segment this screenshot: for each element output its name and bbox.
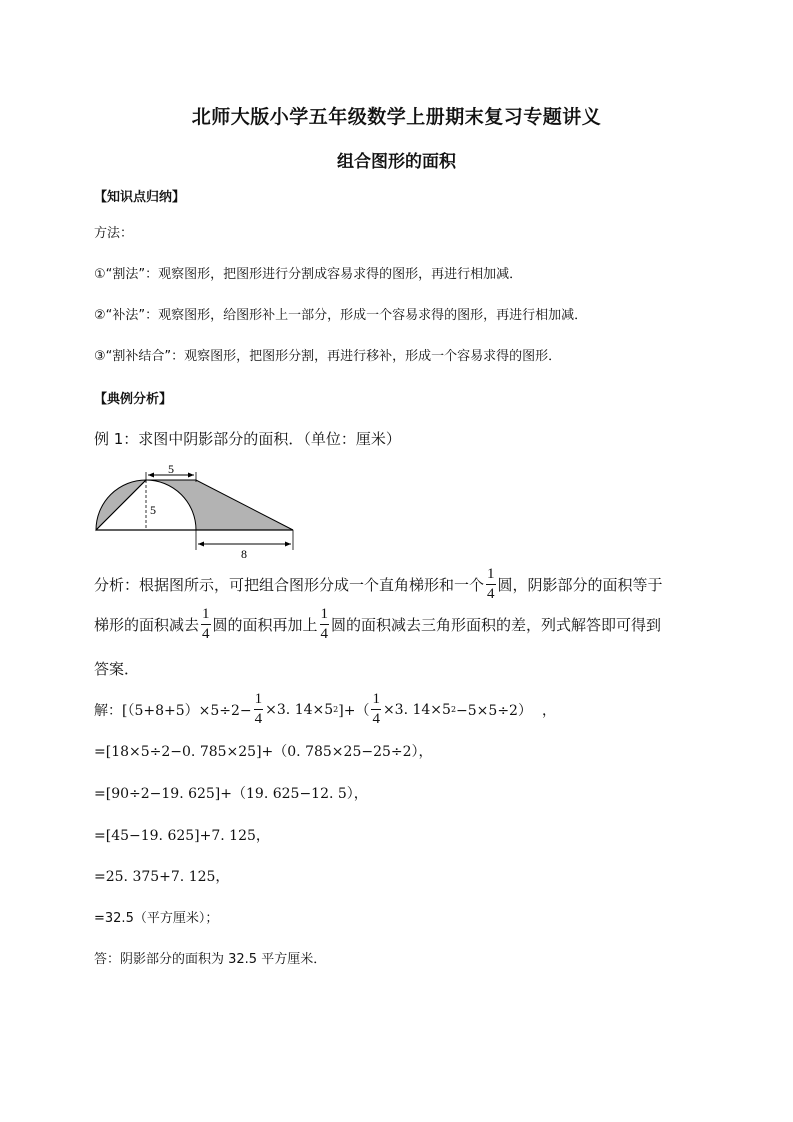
top-length-label: 5	[168, 462, 174, 476]
fraction-one-quarter: $\frac{1}{4}$	[487, 566, 495, 602]
document-subtitle: 组合图形的面积	[337, 152, 456, 172]
fraction-one-quarter: $\frac{1}{4}$	[202, 606, 210, 642]
analysis-text: 圆的面积再加上	[212, 616, 318, 634]
method-item-2: ②“补法”：观察图形，给图形补上一部分，形成一个容易求得的图形，再进行相加减．	[94, 308, 588, 323]
analysis-line-1	[94, 567, 663, 602]
solution-line-1: 解：[（5+8+5）×5÷2− $\frac{1}{4}$ ×3. 14×5 2 ]+（ $\frac{1}{4}$ ×3. 14×5 2 −5×5÷2） ，	[94, 691, 556, 727]
solution-step-5: =32.5（平方厘米）；	[94, 911, 219, 926]
analysis-line-3: 答案．	[94, 660, 140, 678]
solution-step-1: =[18×5÷2−0. 785×25]+（0. 785×25−25÷2），	[94, 744, 433, 760]
method-item-3: ③“割补结合”：观察图形，把图形分割，再进行移补，形成一个容易求得的图形．	[94, 349, 562, 364]
example1-question: 例 1：求图中阴影部分的面积．（单位：厘米）	[94, 430, 401, 448]
height-label: 5	[150, 503, 156, 517]
analysis-text: 分析：根据图所示，可把组合图形分成一个直角梯形和一个	[94, 576, 485, 594]
analysis-text: 梯形的面积减去	[94, 616, 200, 634]
fraction-one-quarter: $\frac{1}{4}$	[320, 606, 329, 642]
fraction-one-quarter: $\frac{1}{4}$	[254, 691, 263, 727]
solution-step-2: =[90÷2−19. 625]+（19. 625−12. 5），	[94, 786, 368, 802]
method-label: 方法：	[94, 226, 134, 241]
example1-figure	[92, 460, 302, 560]
solution-answer: 答：阴影部分的面积为 32.5 平方厘米．	[94, 952, 327, 967]
examples-heading: 【典例分析】	[94, 392, 173, 407]
method-item-1: ①“割法”：观察图形，把图形进行分割成容易求得的图形，再进行相加减．	[94, 267, 523, 282]
solution-step-4: =25. 375+7. 125，	[94, 869, 230, 885]
analysis-line-2	[94, 607, 661, 642]
composite-shape-diagram	[92, 460, 302, 560]
fraction-one-quarter: $\frac{1}{4}$	[372, 691, 380, 727]
document-title: 北师大版小学五年级数学上册期末复习专题讲义	[191, 106, 602, 128]
knowledge-heading: 【知识点归纳】	[94, 190, 186, 205]
bottom-length-label: 8	[241, 547, 247, 560]
analysis-text: 圆的面积减去三角形面积的差，列式解答即可得到	[331, 616, 662, 634]
solution-step-3: =[45−19. 625]+7. 125，	[94, 828, 270, 844]
analysis-text: 圆，阴影部分的面积等于	[497, 576, 663, 594]
